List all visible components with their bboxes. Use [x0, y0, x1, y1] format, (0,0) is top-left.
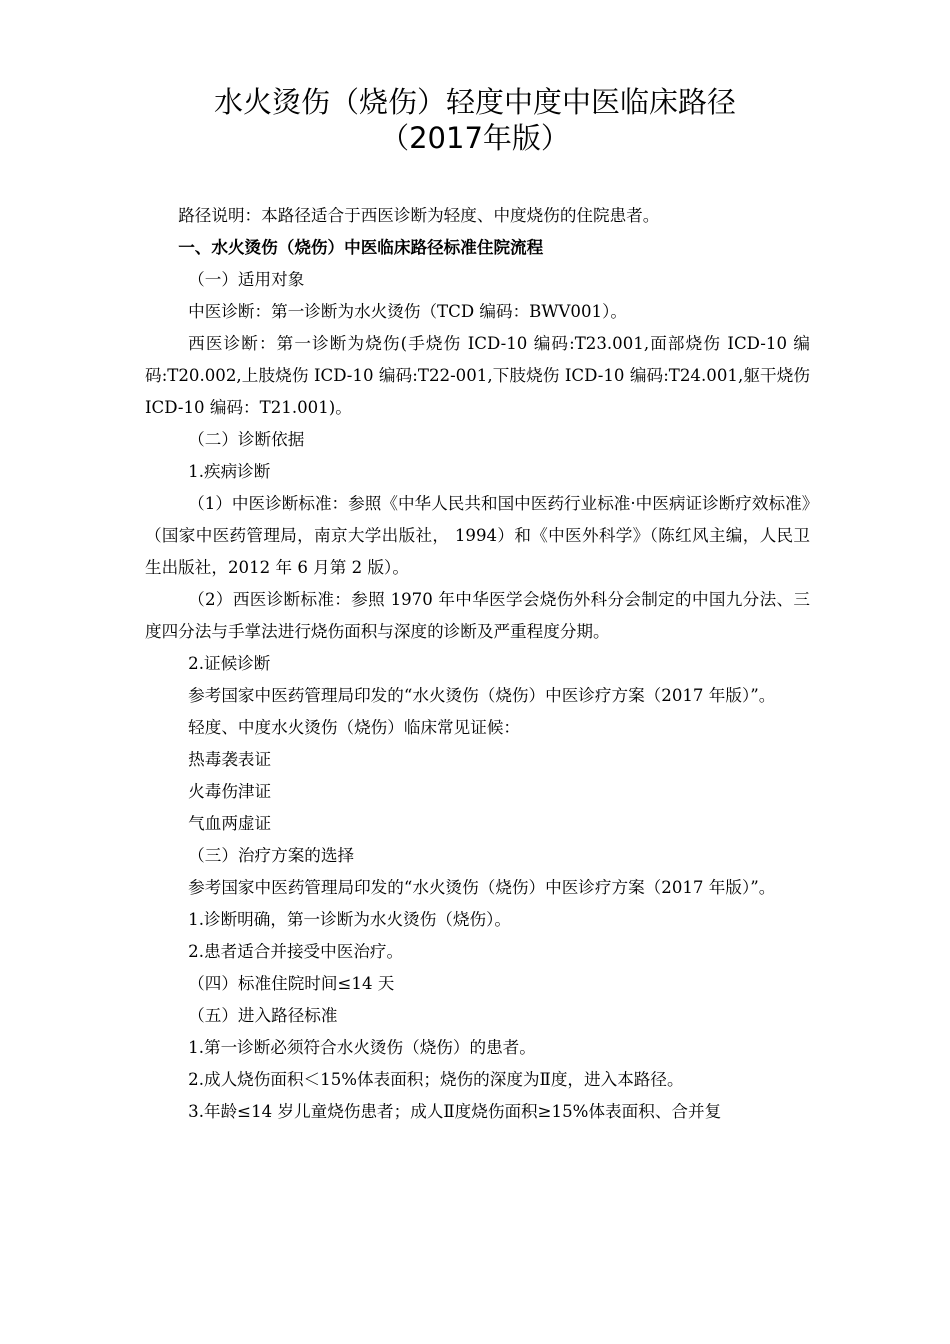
list-heading: 1.疾病诊断 [188, 462, 271, 481]
document-body [145, 200, 810, 1128]
list-item: 2.成人烧伤面积＜15%体表面积；烧伤的深度为Ⅱ度，进入本路径。 [188, 1070, 684, 1089]
paragraph-path-note: 路径说明：本路径适合于西医诊断为轻度、中度烧伤的住院患者。 [178, 206, 660, 225]
document-title: 水火烫伤（烧伤）轻度中度中医临床路径 [213, 85, 736, 119]
subsection-heading: （四）标准住院时间≤14 天 [188, 974, 395, 993]
list-item: 1.诊断明确，第一诊断为水火烫伤（烧伤）。 [188, 910, 511, 929]
paragraph: （2）西医诊断标准：参照 1970 年中华医学会烧伤外科分会制定的中国九分法、三度四分法与手掌法进行烧伤面积与深度的诊断及严重程度分期。 [145, 590, 810, 641]
list-item: 2.患者适合并接受中医治疗。 [188, 942, 404, 961]
list-item: 火毒伤津证 [188, 782, 272, 801]
list-item: 热毒袭表证 [188, 750, 272, 769]
paragraph: 参考国家中医药管理局印发的“水火烫伤（烧伤）中医诊疗方案（2017 年版）”。 [188, 878, 776, 897]
list-item: 1.第一诊断必须符合水火烫伤（烧伤）的患者。 [188, 1038, 536, 1057]
subsection-heading: （一）适用对象 [188, 270, 305, 289]
document-subtitle: （2017年版） [380, 121, 570, 155]
subsection-heading: （三）治疗方案的选择 [188, 846, 355, 865]
section-heading: 一、水火烫伤（烧伤）中医临床路径标准住院流程 [178, 238, 544, 257]
paragraph: （1）中医诊断标准：参照《中华人民共和国中医药行业标准·中医病证诊断疗效标准》（国家中医药管理局，南京大学出版社， 1994）和《中医外科学》（陈红风主编，人民卫生出版社，2012 年 6 月第 2 版）。 [145, 494, 810, 577]
paragraph: 中医诊断：第一诊断为水火烫伤（TCD 编码：BWV001）。 [188, 302, 627, 321]
list-item: 3.年龄≤14 岁儿童烧伤患者；成人Ⅱ度烧伤面积≥15%体表面积、合并复 [188, 1102, 722, 1121]
paragraph: 参考国家中医药管理局印发的“水火烫伤（烧伤）中医诊疗方案（2017 年版）”。 [188, 686, 776, 705]
paragraph: 西医诊断：第一诊断为烧伤(手烧伤 ICD-10 编码:T23.001,面部烧伤 ICD-10 编码:T20.002,上肢烧伤 ICD-10 编码:T22-001,下肢烧伤 ICD-10 编码:T24.001,躯干烧伤 ICD-10 编码：T21.001)。 [145, 334, 810, 417]
subsection-heading: （二）诊断依据 [188, 430, 305, 449]
subsection-heading: （五）进入路径标准 [188, 1006, 338, 1025]
list-item: 气血两虚证 [188, 814, 272, 833]
list-heading: 2.证候诊断 [188, 654, 271, 673]
paragraph: 轻度、中度水火烫伤（烧伤）临床常见证候： [188, 718, 521, 737]
